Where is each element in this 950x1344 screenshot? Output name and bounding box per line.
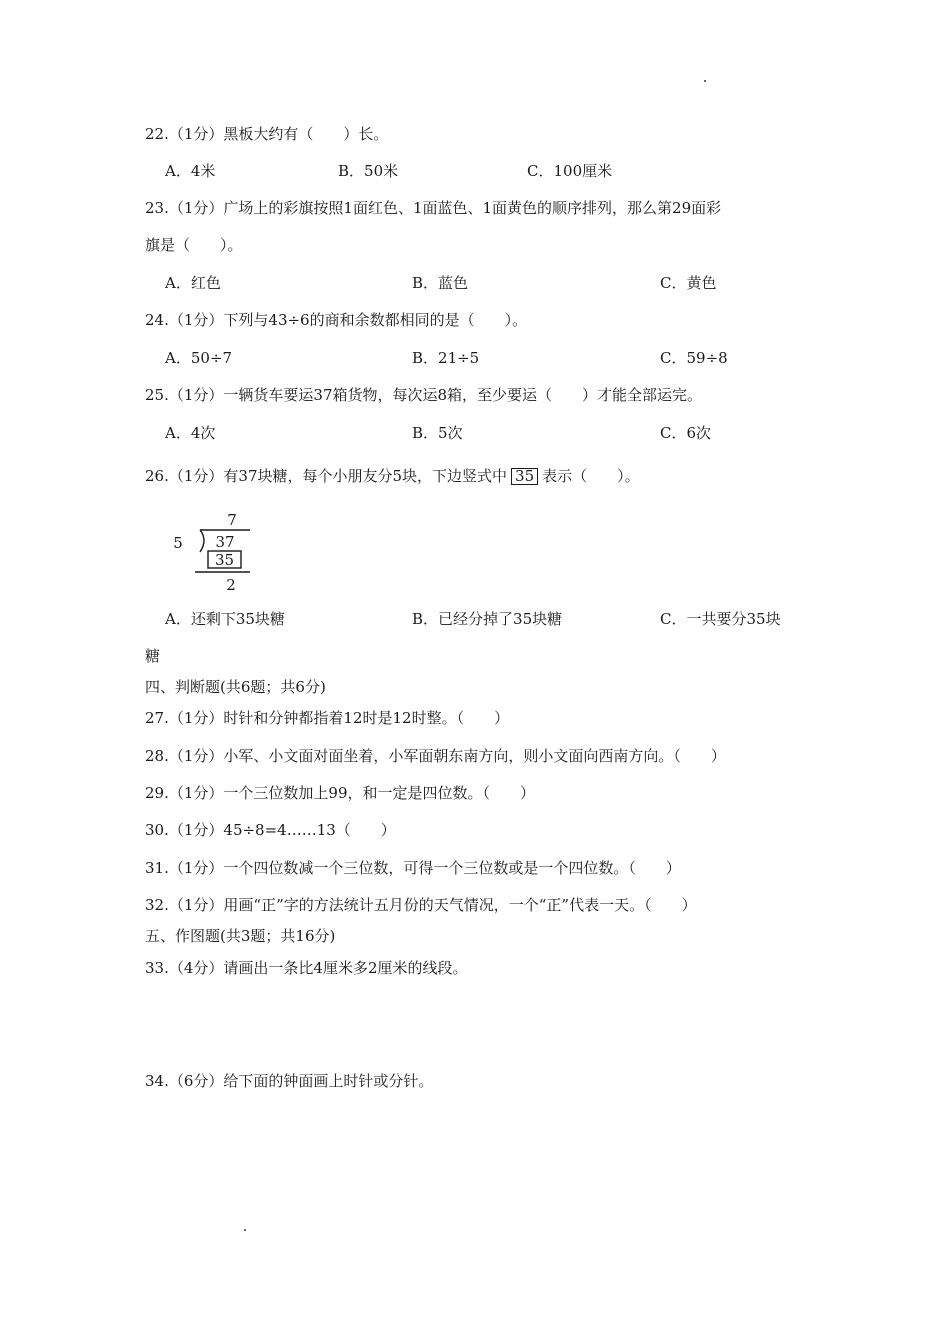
- page-mark-bottom: [244, 1229, 246, 1231]
- q23-option-a: A．红色: [165, 274, 221, 292]
- q25-option-a: A．4次: [165, 424, 216, 442]
- q22-text: 22.（1分）黑板大约有（ ）长。: [145, 125, 389, 143]
- q23-text-line2: 旗是（ ）。: [145, 236, 243, 254]
- q25-option-b: B．5次: [412, 424, 463, 442]
- q26-text-before: 26.（1分）有37块糖，每个小朋友分5块，下边竖式中: [145, 467, 508, 485]
- q22-option-c: C．100厘米: [527, 162, 613, 180]
- q31-text: 31.（1分）一个四位数减一个三位数，可得一个三位数或是一个四位数。（ ）: [145, 859, 681, 877]
- q26-option-b: B．已经分掉了35块糖: [412, 610, 563, 628]
- q26-option-a: A．还剩下35块糖: [165, 610, 285, 628]
- q25-text: 25.（1分）一辆货车要运37箱货物，每次运8箱，至少要运（ ）才能全部运完。: [145, 386, 703, 404]
- section5-title: 五、作图题(共3题；共16分): [145, 927, 336, 945]
- q24-option-c: C．59÷8: [660, 349, 728, 367]
- division-quotient: 7: [227, 511, 237, 529]
- q23-option-c: C．黄色: [660, 274, 717, 292]
- q22-option-b: B．50米: [338, 162, 399, 180]
- q23-option-b: B．蓝色: [412, 274, 469, 292]
- page-mark-top: [704, 80, 706, 82]
- division-dividend: 37: [215, 533, 235, 551]
- q22-option-a: A．4米: [165, 162, 216, 180]
- q26-text-after: 表示（ ）。: [542, 467, 640, 485]
- q24-option-a: A．50÷7: [165, 349, 233, 367]
- q26-option-c: C．一共要分35块: [660, 610, 781, 628]
- q29-text: 29.（1分）一个三位数加上99，和一定是四位数。（ ）: [145, 784, 535, 802]
- section4-title: 四、判断题(共6题；共6分): [145, 678, 326, 696]
- q23-text-line1: 23.（1分）广场上的彩旗按照1面红色、1面蓝色、1面黄色的顺序排列，那么第29面彩: [145, 199, 722, 217]
- q28-text: 28.（1分）小军、小文面对面坐着，小军面朝东南方向，则小文面向西南方向。（ ）: [145, 747, 726, 765]
- q26-text: [145, 466, 640, 486]
- long-division-figure: [165, 510, 265, 596]
- division-divisor: 5: [173, 534, 183, 552]
- q25-option-c: C．6次: [660, 424, 712, 442]
- q26-option-c-wrap: 糖: [145, 647, 161, 665]
- q34-text: 34.（6分）给下面的钟面画上时针或分针。: [145, 1072, 434, 1090]
- q26-boxed-number: 35: [511, 468, 538, 485]
- q24-text: 24.（1分）下列与43÷6的商和余数都相同的是（ ）。: [145, 311, 528, 329]
- q24-option-b: B．21÷5: [412, 349, 480, 367]
- q33-text: 33.（4分）请画出一条比4厘米多2厘米的线段。: [145, 959, 468, 977]
- division-product: 35: [214, 551, 235, 569]
- q27-text: 27.（1分）时针和分钟都指着12时是12时整。（ ）: [145, 709, 510, 727]
- q30-text: 30.（1分）45÷8=4……13（ ）: [145, 821, 396, 839]
- q32-text: 32.（1分）用画“正”字的方法统计五月份的天气情况，一个“正”代表一天。（ ）: [145, 896, 697, 914]
- division-remainder: 2: [226, 576, 236, 594]
- division-bracket: [200, 530, 204, 552]
